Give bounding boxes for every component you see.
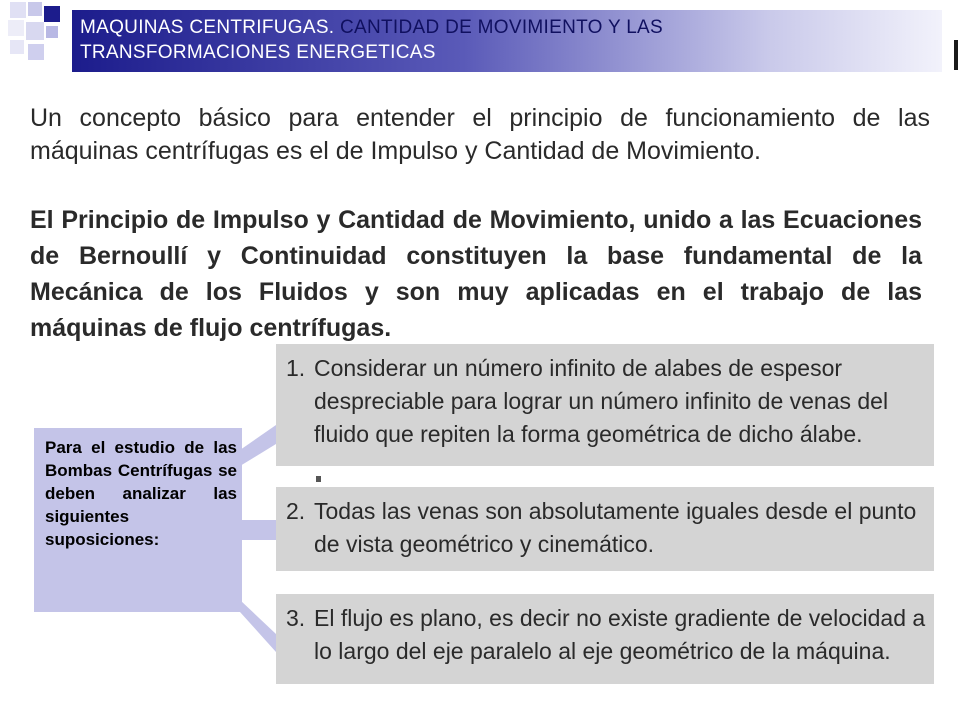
principle-paragraph: El Principio de Impulso y Cantidad de Movimiento, unido a las Ecuaciones de Bernoullí y Continuidad constituyen la base fundamental de la Mecánica de los Fluidos y son muy aplicadas en el trabajo de las máquinas de flujo centrífugas.: [30, 206, 922, 342]
title-part2: CANTIDAD DE MOVIMIENTO Y LAS: [339, 17, 664, 38]
stray-mark: [316, 476, 321, 482]
supposition-number: 1.: [286, 355, 306, 381]
supposition-text: Todas las venas son absolutamente iguales desde el punto de vista geométrico y cinemático.: [314, 498, 917, 557]
supposition-text: Considerar un número infinito de alabes de espesor despreciable para lograr un número infinito de venas del fluido que repiten la forma geométrica de dicho álabe.: [314, 355, 889, 447]
supposition-box-3: [276, 594, 934, 684]
title-part1: MAQUINAS CENTRIFUGAS.: [80, 17, 335, 38]
connector-3: [240, 600, 276, 652]
title-line2: TRANSFORMACIONES ENERGETICAS: [80, 42, 436, 63]
supposition-number: 2.: [286, 498, 306, 524]
supposition-box-2: [276, 487, 934, 571]
connector-1: [240, 425, 276, 466]
intro-paragraph: Un concepto básico para entender el principio de funcionamiento de las máquinas centrífugas es el de Impulso y Cantidad de Movimiento.: [30, 104, 930, 165]
supposition-number: 3.: [286, 605, 306, 631]
callout-text: Para el estudio de las Bombas Centrífugas se deben analizar las siguientes suposiciones:: [45, 438, 237, 549]
supposition-box-1: [276, 344, 934, 466]
supposition-text: El flujo es plano, es decir no existe gradiente de velocidad a lo largo del eje paralelo al eje geométrico de la máquina.: [314, 605, 926, 664]
connector-2: [240, 520, 276, 540]
